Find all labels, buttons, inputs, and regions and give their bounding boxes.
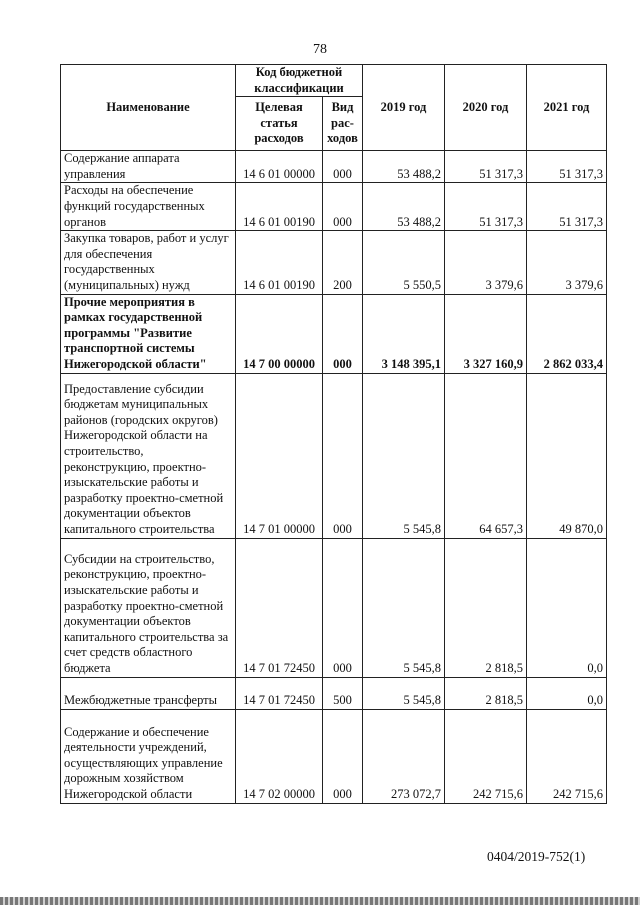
- row-type: 000: [323, 151, 363, 183]
- row-code: 14 7 01 00000: [236, 373, 323, 538]
- row-2020: 2 818,5: [445, 538, 527, 677]
- row-type: 000: [323, 294, 363, 373]
- row-2020: 3 327 160,9: [445, 294, 527, 373]
- row-2019: 5 545,8: [363, 677, 445, 709]
- row-code: 14 6 01 00190: [236, 183, 323, 231]
- row-2020: 51 317,3: [445, 183, 527, 231]
- row-name: Содержание и обеспечение деятельности учреждений, осуществляющих управление дорожным хозяйством Нижегородской области: [61, 709, 236, 803]
- row-2021: 242 715,6: [527, 709, 607, 803]
- header-name: Наименование: [61, 65, 236, 151]
- row-code: 14 7 01 72450: [236, 677, 323, 709]
- row-name: Предоставление субсидии бюджетам муниципальных районов (городских округов) Нижегородской области на строительство, реконструкцию, проектно-изыскательские работы и разработку проектно-сметной документации объектов капитального строительства: [61, 373, 236, 538]
- row-code: 14 7 01 72450: [236, 538, 323, 677]
- row-2019: 5 545,8: [363, 538, 445, 677]
- table-row: [61, 538, 607, 677]
- row-type: 000: [323, 538, 363, 677]
- row-name: Содержание аппарата управления: [61, 151, 236, 183]
- row-2021: 51 317,3: [527, 183, 607, 231]
- row-name: Межбюджетные трансферты: [61, 677, 236, 709]
- row-2021: 51 317,3: [527, 151, 607, 183]
- table-row: [61, 183, 607, 231]
- row-2021: 2 862 033,4: [527, 294, 607, 373]
- header-target-article: Целевая статья расходов: [236, 97, 323, 151]
- page-number: 78: [313, 42, 327, 57]
- document-number: 0404/2019-752(1): [487, 849, 586, 864]
- row-type: 000: [323, 183, 363, 231]
- budget-table: [60, 64, 607, 804]
- row-2020: 64 657,3: [445, 373, 527, 538]
- table-row: [61, 709, 607, 803]
- row-2021: 0,0: [527, 538, 607, 677]
- header-budget-code: Код бюджетной классификации: [236, 65, 363, 97]
- row-2019: 53 488,2: [363, 183, 445, 231]
- header-2020: 2020 год: [445, 65, 527, 151]
- table-row: [61, 677, 607, 709]
- row-type: 200: [323, 231, 363, 294]
- row-type: 500: [323, 677, 363, 709]
- row-2019: 5 550,5: [363, 231, 445, 294]
- row-code: 14 7 02 00000: [236, 709, 323, 803]
- row-type: 000: [323, 373, 363, 538]
- row-2021: 3 379,6: [527, 231, 607, 294]
- header-2019: 2019 год: [363, 65, 445, 151]
- row-code: 14 6 01 00190: [236, 231, 323, 294]
- scan-edge-border: [0, 897, 640, 905]
- row-2019: 5 545,8: [363, 373, 445, 538]
- row-2019: 273 072,7: [363, 709, 445, 803]
- row-2020: 2 818,5: [445, 677, 527, 709]
- row-2019: 53 488,2: [363, 151, 445, 183]
- row-2021: 0,0: [527, 677, 607, 709]
- header-2021: 2021 год: [527, 65, 607, 151]
- row-name: Расходы на обеспечение функций государственных органов: [61, 183, 236, 231]
- row-name: Субсидии на строительство, реконструкцию, проектно-изыскательские работы и разработку проектно-сметной документации объектов капитального строительства за счет средств областного бюджета: [61, 538, 236, 677]
- table-row: [61, 231, 607, 294]
- row-2020: 3 379,6: [445, 231, 527, 294]
- table-row: [61, 151, 607, 183]
- row-name: Закупка товаров, работ и услуг для обеспечения государственных (муниципальных) нужд: [61, 231, 236, 294]
- row-2020: 51 317,3: [445, 151, 527, 183]
- row-2020: 242 715,6: [445, 709, 527, 803]
- row-2019: 3 148 395,1: [363, 294, 445, 373]
- row-type: 000: [323, 709, 363, 803]
- header-expense-type: Вид рас- ходов: [323, 97, 363, 151]
- row-name: Прочие мероприятия в рамках государственной программы "Развитие транспортной системы Нижегородской области": [61, 294, 236, 373]
- table-row: [61, 373, 607, 538]
- row-code: 14 6 01 00000: [236, 151, 323, 183]
- row-code: 14 7 00 00000: [236, 294, 323, 373]
- table-row: [61, 294, 607, 373]
- row-2021: 49 870,0: [527, 373, 607, 538]
